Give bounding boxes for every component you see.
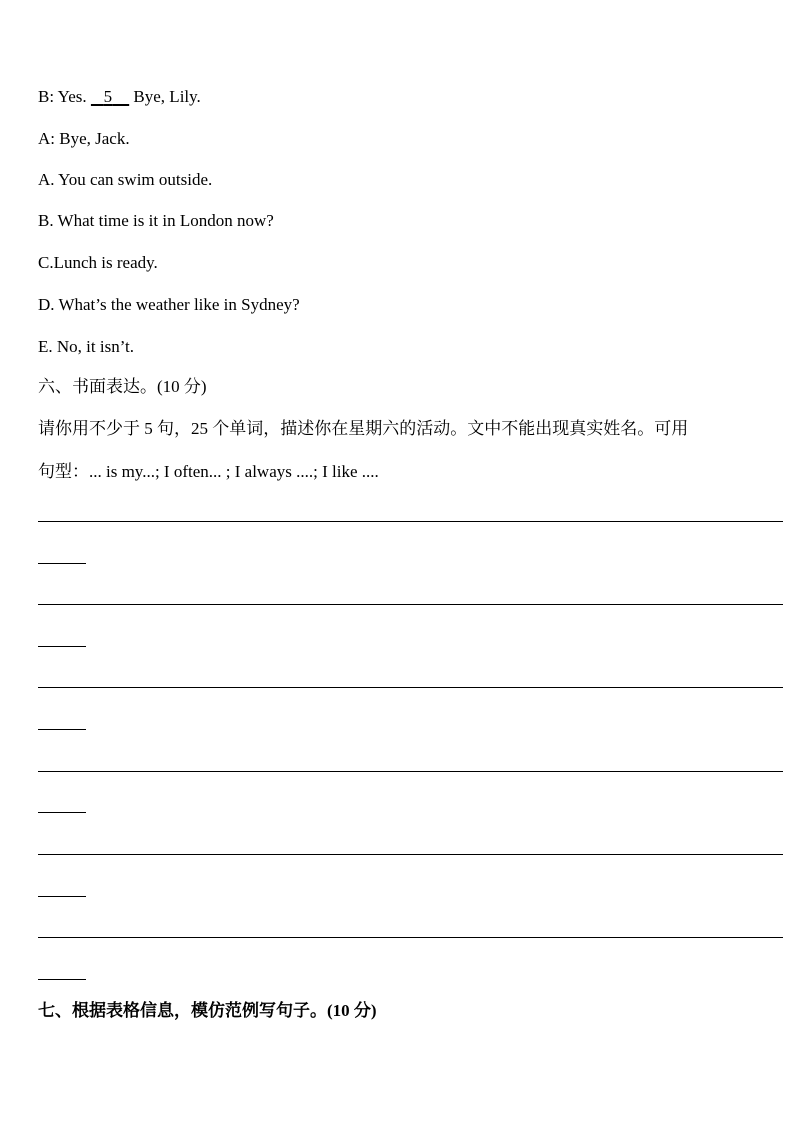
section-6-instruction-line-2: 句型：... is my...; I often... ; I always ....; I like .... <box>38 462 379 481</box>
writing-line-3[interactable] <box>38 687 783 688</box>
option-b: B. What time is it in London now? <box>38 211 274 230</box>
writing-line-5-tail[interactable] <box>38 896 86 897</box>
section-7-title: 七、根据表格信息，模仿范例写句子。(10 分) <box>38 1001 377 1020</box>
writing-line-6[interactable] <box>38 937 783 938</box>
option-c: C.Lunch is ready. <box>38 253 158 272</box>
writing-line-1[interactable] <box>38 521 783 522</box>
speaker-b-suffix: Bye, Lily. <box>129 87 201 106</box>
writing-line-5[interactable] <box>38 854 783 855</box>
section-6-instruction-line-1: 请你用不少于 5 句，25 个单词，描述你在星期六的活动。文中不能出现真实姓名。可用 <box>38 419 689 438</box>
writing-line-3-tail[interactable] <box>38 729 86 730</box>
option-d: D. What’s the weather like in Sydney? <box>38 295 300 314</box>
writing-line-2[interactable] <box>38 604 783 605</box>
answer-blank-5[interactable] <box>91 87 129 107</box>
writing-line-1-tail[interactable] <box>38 563 86 564</box>
blank-number: 5 <box>103 87 113 106</box>
dialogue-line-b <box>38 87 201 107</box>
writing-line-4-tail[interactable] <box>38 812 86 813</box>
speaker-b-prefix: B: Yes. <box>38 87 91 106</box>
section-6-title: 六、书面表达。(10 分) <box>38 377 207 396</box>
writing-line-2-tail[interactable] <box>38 646 86 647</box>
writing-line-6-tail[interactable] <box>38 979 86 980</box>
option-a: A. You can swim outside. <box>38 170 213 189</box>
dialogue-line-a: A: Bye, Jack. <box>38 129 130 148</box>
writing-line-4[interactable] <box>38 771 783 772</box>
option-e: E. No, it isn’t. <box>38 337 135 356</box>
